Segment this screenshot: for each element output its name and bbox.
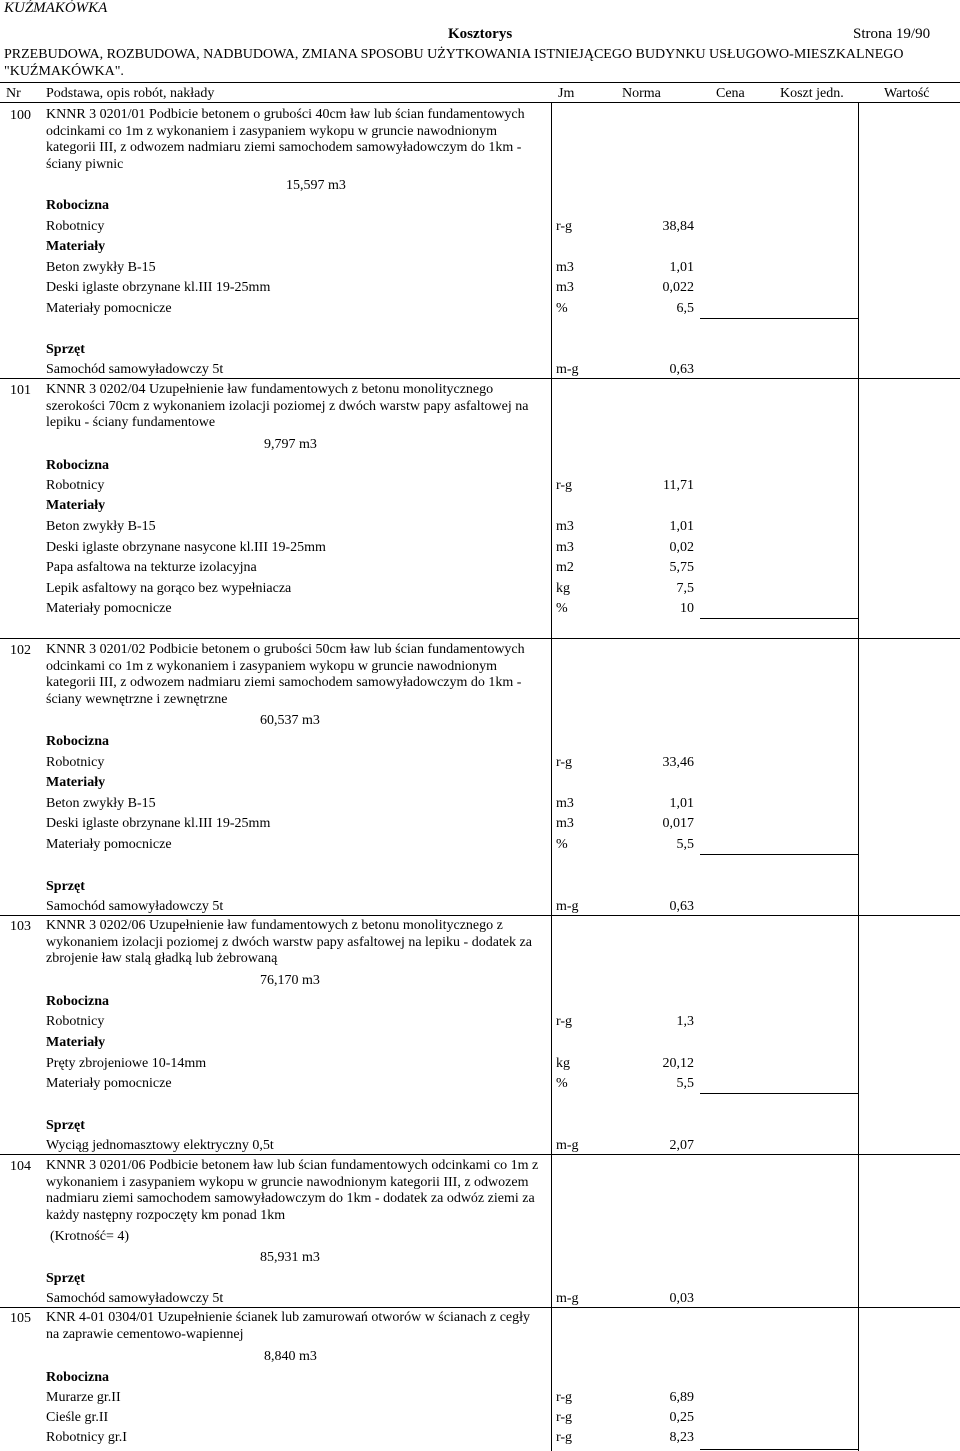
resource-unit: r-g [556,755,573,770]
resource-norm: 0,02 [669,540,694,555]
resource-norm: 6,5 [676,301,694,316]
position-rule [0,915,960,916]
resource-norm: 5,5 [676,837,694,852]
page-number: Strona 19/90 [853,26,931,42]
section-heading: Materiały [46,239,106,254]
resource-name: Deski iglaste obrzynane nasycone kl.III 19-25mm [46,540,326,555]
position-quantity: 9,797 m3 [264,437,317,452]
position-number: 104 [10,1159,31,1174]
resource-unit: m-g [556,1291,579,1306]
section-heading: Materiały [46,775,106,790]
row-divider [858,1308,859,1451]
position-rule [0,638,960,639]
resource-unit: m3 [556,816,574,831]
row-divider [551,103,552,378]
resource-unit: m3 [556,540,574,555]
resource-name: Murarze gr.II [46,1390,121,1405]
col-description: Podstawa, opis robót, nakłady [46,86,215,101]
resource-norm: 0,03 [669,1291,694,1306]
resource-unit: kg [556,1056,570,1071]
resource-name: Materiały pomocnicze [46,301,172,316]
resource-name: Robotnicy [46,219,105,234]
resource-unit: % [556,837,568,852]
resource-name: Beton zwykły B-15 [46,260,156,275]
subtotal-rule [700,1093,858,1094]
subtotal-rule [700,618,858,619]
resource-norm: 1,3 [676,1014,694,1029]
row-divider [858,103,859,378]
section-heading: Robocizna [46,458,109,473]
app-name: KUŹMAKÓWKA [4,0,108,16]
position-number: 100 [10,108,31,123]
resource-name: Robotnicy [46,478,105,493]
resource-unit: kg [556,581,570,596]
section-heading: Robocizna [46,734,109,749]
resource-norm: 38,84 [662,219,694,234]
row-divider [858,1155,859,1307]
resource-unit: r-g [556,478,573,493]
resource-name: Lepik asfaltowy na gorąco bez wypełniacza [46,581,292,596]
resource-unit: m2 [556,560,574,575]
position-number: 105 [10,1311,31,1326]
resource-name: Materiały pomocnicze [46,837,172,852]
resource-norm: 5,5 [676,1076,694,1091]
resource-name: Beton zwykły B-15 [46,519,156,534]
section-heading: Sprzęt [46,342,85,357]
resource-unit: m-g [556,362,579,377]
position-rule [0,1307,960,1308]
col-norma: Norma [622,86,661,101]
resource-name: Papa asfaltowa na tekturze izolacyjna [46,560,257,575]
position-rule [0,378,960,379]
position-description: KNNR 3 0201/01 Podbicie betonem o grubości 40cm ław lub ścian fundamentowych odcinkami co 1m z wykonaniem i zasypaniem wykopu w gruncie nawodnionym kategorii III, z odwozem nadmiaru ziemi samochodem samowyładowczym do 1km - ściany piwnic [46,107,525,172]
resource-name: Materiały pomocnicze [46,1076,172,1091]
resource-name: Materiały pomocnicze [46,601,172,616]
resource-unit: m-g [556,899,579,914]
resource-name: Cieśle gr.II [46,1410,109,1425]
col-wartosc: Wartość [884,86,930,101]
resource-norm: 10 [680,601,694,616]
position-rule [0,1154,960,1155]
resource-norm: 8,23 [669,1430,694,1445]
subtotal-rule [700,1449,858,1450]
resource-name: Samochód samowyładowczy 5t [46,1291,224,1306]
resource-unit: % [556,301,568,316]
section-heading: Materiały [46,1035,106,1050]
position-description: KNNR 3 0202/04 Uzupełnienie ław fundamentowych z betonu monolitycznego szerokości 70cm z wykonaniem izolacji poziomej z dwóch warstw papy asfaltowej na lepiku - ściany fundamentowe [46,382,529,430]
resource-name: Wyciąg jednomasztowy elektryczny 0,5t [46,1138,274,1153]
resource-norm: 0,25 [669,1410,694,1425]
position-quantity: 60,537 m3 [260,713,320,728]
resource-norm: 7,5 [676,581,694,596]
resource-unit: % [556,1076,568,1091]
resource-norm: 1,01 [669,519,694,534]
resource-unit: m3 [556,796,574,811]
section-heading: Robocizna [46,198,109,213]
resource-unit: r-g [556,219,573,234]
resource-name: Samochód samowyładowczy 5t [46,362,224,377]
resource-name: Robotnicy [46,755,105,770]
section-heading: Materiały [46,498,106,513]
resource-name: Robotnicy gr.I [46,1430,127,1445]
position-quantity: 15,597 m3 [286,178,346,193]
resource-unit: r-g [556,1390,573,1405]
resource-norm: 1,01 [669,260,694,275]
position-number: 103 [10,919,31,934]
multiplier-note: (Krotność= 4) [50,1229,130,1244]
resource-unit: r-g [556,1014,573,1029]
position-quantity: 76,170 m3 [260,973,320,988]
subtotal-rule [700,854,858,855]
resource-name: Deski iglaste obrzynane kl.III 19-25mm [46,280,271,295]
position-description: KNNR 3 0201/02 Podbicie betonem o grubości 50cm ław lub ścian fundamentowych odcinkami co 1m z wykonaniem i zasypaniem wykopu w gruncie nawodnionym kategorii III, z odwozem nadmiaru ziemi samochodem samowyładowczym do 1km - ściany wewnętrzne i zewnętrzne [46,642,525,707]
section-heading: Robocizna [46,994,109,1009]
resource-norm: 33,46 [662,755,694,770]
position-number: 101 [10,383,31,398]
position-number: 102 [10,643,31,658]
position-description: KNR 4-01 0304/01 Uzupełnienie ścianek lub zamurowań otworów w ścianach z cegły na zaprawie cementowo-wapiennej [46,1310,531,1342]
resource-unit: m-g [556,1138,579,1153]
header-top-rule [0,82,960,83]
position-quantity: 85,931 m3 [260,1250,320,1265]
resource-unit: m3 [556,519,574,534]
resource-name: Samochód samowyładowczy 5t [46,899,224,914]
resource-name: Robotnicy [46,1014,105,1029]
resource-norm: 11,71 [663,478,694,493]
resource-unit: m3 [556,260,574,275]
resource-norm: 20,12 [662,1056,694,1071]
row-divider [551,1155,552,1307]
resource-norm: 0,63 [669,899,694,914]
header-bottom-rule [0,102,960,103]
section-heading: Sprzęt [46,879,85,894]
row-divider [551,379,552,638]
subtotal-rule [700,318,858,319]
row-divider [551,639,552,915]
position-quantity: 8,840 m3 [264,1349,317,1364]
row-divider [858,916,859,1154]
resource-unit: % [556,601,568,616]
resource-norm: 5,75 [669,560,694,575]
resource-norm: 0,63 [669,362,694,377]
resource-unit: r-g [556,1410,573,1425]
position-description: KNNR 3 0201/06 Podbicie betonem ław lub ścian fundamentowych odcinkami co 1m z wykonaniem i zasypaniem wykopu w gruncie nawodnionym kategorii III, z odwozem nadmiaru ziemi samochodem samowyładowczym do 1km - dodatek za odwóz ziemi za każdy następny rozpoczęty km ponad 1km [46,1158,539,1223]
resource-unit: r-g [556,1430,573,1445]
col-nr: Nr [6,86,21,101]
resource-name: Deski iglaste obrzynane kl.III 19-25mm [46,816,271,831]
col-koszt-jedn: Koszt jedn. [780,86,844,101]
row-divider [551,916,552,1154]
section-heading: Robocizna [46,1370,109,1385]
row-divider [858,639,859,915]
row-divider [551,1308,552,1451]
document-title: Kosztorys [448,26,513,42]
resource-name: Beton zwykły B-15 [46,796,156,811]
position-description: KNNR 3 0202/06 Uzupełnienie ław fundamentowych z betonu monolitycznego z wykonaniem izolacji poziomej z dwóch warstw papy asfaltowej na lepiku - dodatek za zbrojenie ław stalą gładką lub żebrowaną [46,918,532,966]
resource-norm: 0,017 [662,816,694,831]
resource-norm: 2,07 [669,1138,694,1153]
resource-unit: m3 [556,280,574,295]
col-jm: Jm [558,86,575,101]
resource-name: Pręty zbrojeniowe 10-14mm [46,1056,207,1071]
section-heading: Sprzęt [46,1118,85,1133]
project-title: PRZEBUDOWA, ROZBUDOWA, NADBUDOWA, ZMIANA SPOSOBU UŻYTKOWANIA ISTNIEJĄCEGO BUDYNKU USŁUGOWO-MIESZKALNEGO "KUŹMAKÓWKA". [4,47,904,79]
col-cena: Cena [716,86,745,101]
section-heading: Sprzęt [46,1271,85,1286]
resource-norm: 0,022 [662,280,694,295]
resource-norm: 1,01 [669,796,694,811]
resource-norm: 6,89 [669,1390,694,1405]
row-divider [858,379,859,638]
